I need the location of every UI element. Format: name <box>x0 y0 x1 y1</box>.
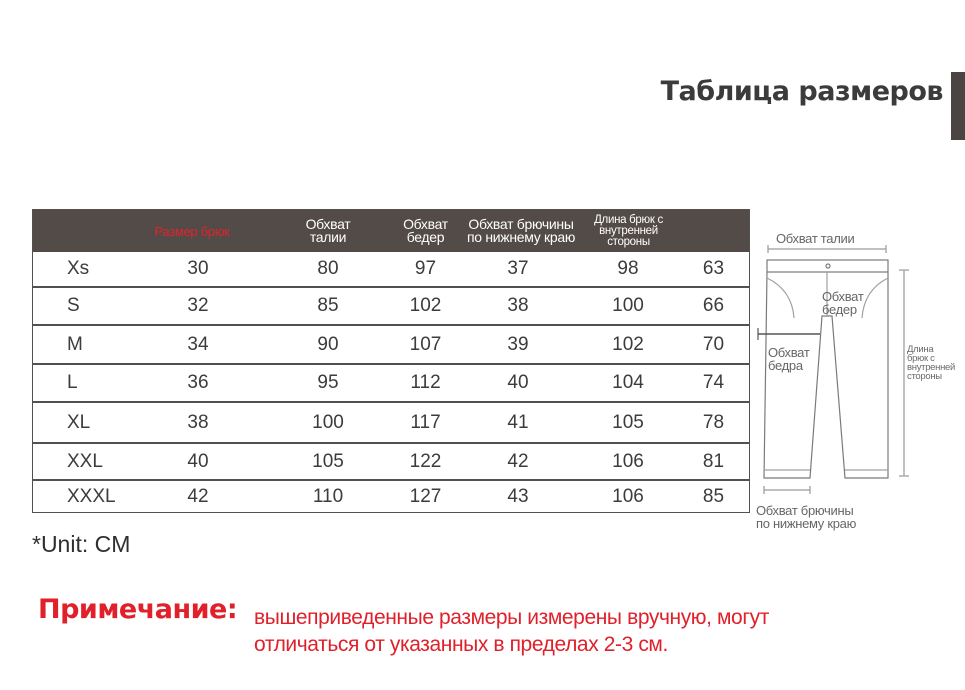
unit-note: *Unit: CM <box>32 531 131 557</box>
table-row <box>33 288 749 326</box>
header-size: Размер брюк <box>154 223 230 239</box>
cell-value: 78 <box>702 411 725 433</box>
cell-value: 100 <box>312 411 344 433</box>
table-row <box>33 326 749 365</box>
cell-value: 106 <box>612 485 644 507</box>
cell-value: 63 <box>702 258 725 279</box>
cell-value: 90 <box>317 333 339 355</box>
header-leg-opening: Обхват брючины по нижнему краю <box>466 216 576 245</box>
cell-size: XL <box>67 411 91 433</box>
title-accent-bar <box>951 72 965 140</box>
cell-value: 117 <box>410 411 441 433</box>
cell-value: 39 <box>507 333 529 355</box>
cell-value: 85 <box>317 295 339 316</box>
header-waist: Обхват талии <box>305 216 351 245</box>
cell-size: M <box>67 333 83 355</box>
cell-value: 30 <box>187 258 209 279</box>
header-inseam: Длина брюк с внутренней стороны <box>594 213 663 248</box>
cell-value: 110 <box>312 485 344 507</box>
page-title: Таблица размеров <box>660 76 943 107</box>
cell-size: XXXL <box>67 485 116 507</box>
cell-value: 102 <box>612 333 644 355</box>
cell-value: 38 <box>187 411 209 433</box>
cell-value: 36 <box>187 372 209 393</box>
cell-value: 40 <box>507 372 529 393</box>
cell-value: 98 <box>617 258 639 279</box>
cell-value: 38 <box>507 295 529 316</box>
cell-value: 32 <box>187 295 209 316</box>
cell-value: 95 <box>317 372 339 393</box>
label-waist: Обхват талии <box>776 231 855 246</box>
header-extra <box>676 210 751 252</box>
table-row <box>33 444 749 481</box>
label-leg-opening: Обхват брючины по нижнему краю <box>756 503 857 531</box>
header-hip: Обхват бедер <box>403 216 448 245</box>
cell-value: 74 <box>702 372 725 393</box>
cell-value: 34 <box>187 333 209 355</box>
cell-value: 42 <box>507 450 529 472</box>
note-label: Примечание: <box>38 594 238 625</box>
cell-value: 41 <box>507 411 529 433</box>
cell-value: 107 <box>409 333 442 355</box>
cell-size: Xs <box>67 258 90 279</box>
table-header <box>33 210 749 252</box>
cell-value: 122 <box>409 450 442 472</box>
label-thigh: Обхват бедра <box>768 345 810 373</box>
note-text: вышеприведенные размеры измерены вручную, могут отличаться от указанных в пределах 2-3 см. <box>254 606 769 656</box>
label-hip: Обхват бедер <box>822 289 864 317</box>
cell-value: 127 <box>409 485 442 507</box>
cell-value: 105 <box>312 450 344 472</box>
label-inseam: Длина брюк с внутренней стороны <box>907 344 956 382</box>
pants-diagram <box>752 220 965 540</box>
cell-value: 81 <box>702 450 725 472</box>
cell-value: 106 <box>612 450 644 472</box>
cell-value: 42 <box>187 485 209 507</box>
cell-value: 80 <box>317 258 339 279</box>
cell-value: 43 <box>507 485 529 507</box>
cell-value: 112 <box>410 372 441 393</box>
table-row <box>33 403 749 444</box>
table-row <box>33 365 749 403</box>
cell-value: 104 <box>612 372 644 393</box>
cell-value: 37 <box>507 258 529 279</box>
cell-value: 100 <box>612 295 644 316</box>
table-row <box>33 481 749 512</box>
size-table <box>32 209 750 513</box>
table-row <box>33 252 749 288</box>
cell-size: L <box>67 372 78 393</box>
cell-size: XXL <box>67 450 103 472</box>
cell-value: 70 <box>702 333 725 355</box>
cell-size: S <box>67 295 80 316</box>
cell-value: 102 <box>409 295 442 316</box>
cell-value: 85 <box>702 485 725 507</box>
cell-value: 105 <box>612 411 644 433</box>
cell-value: 66 <box>702 295 725 316</box>
cell-value: 97 <box>414 258 437 279</box>
cell-value: 40 <box>187 450 209 472</box>
